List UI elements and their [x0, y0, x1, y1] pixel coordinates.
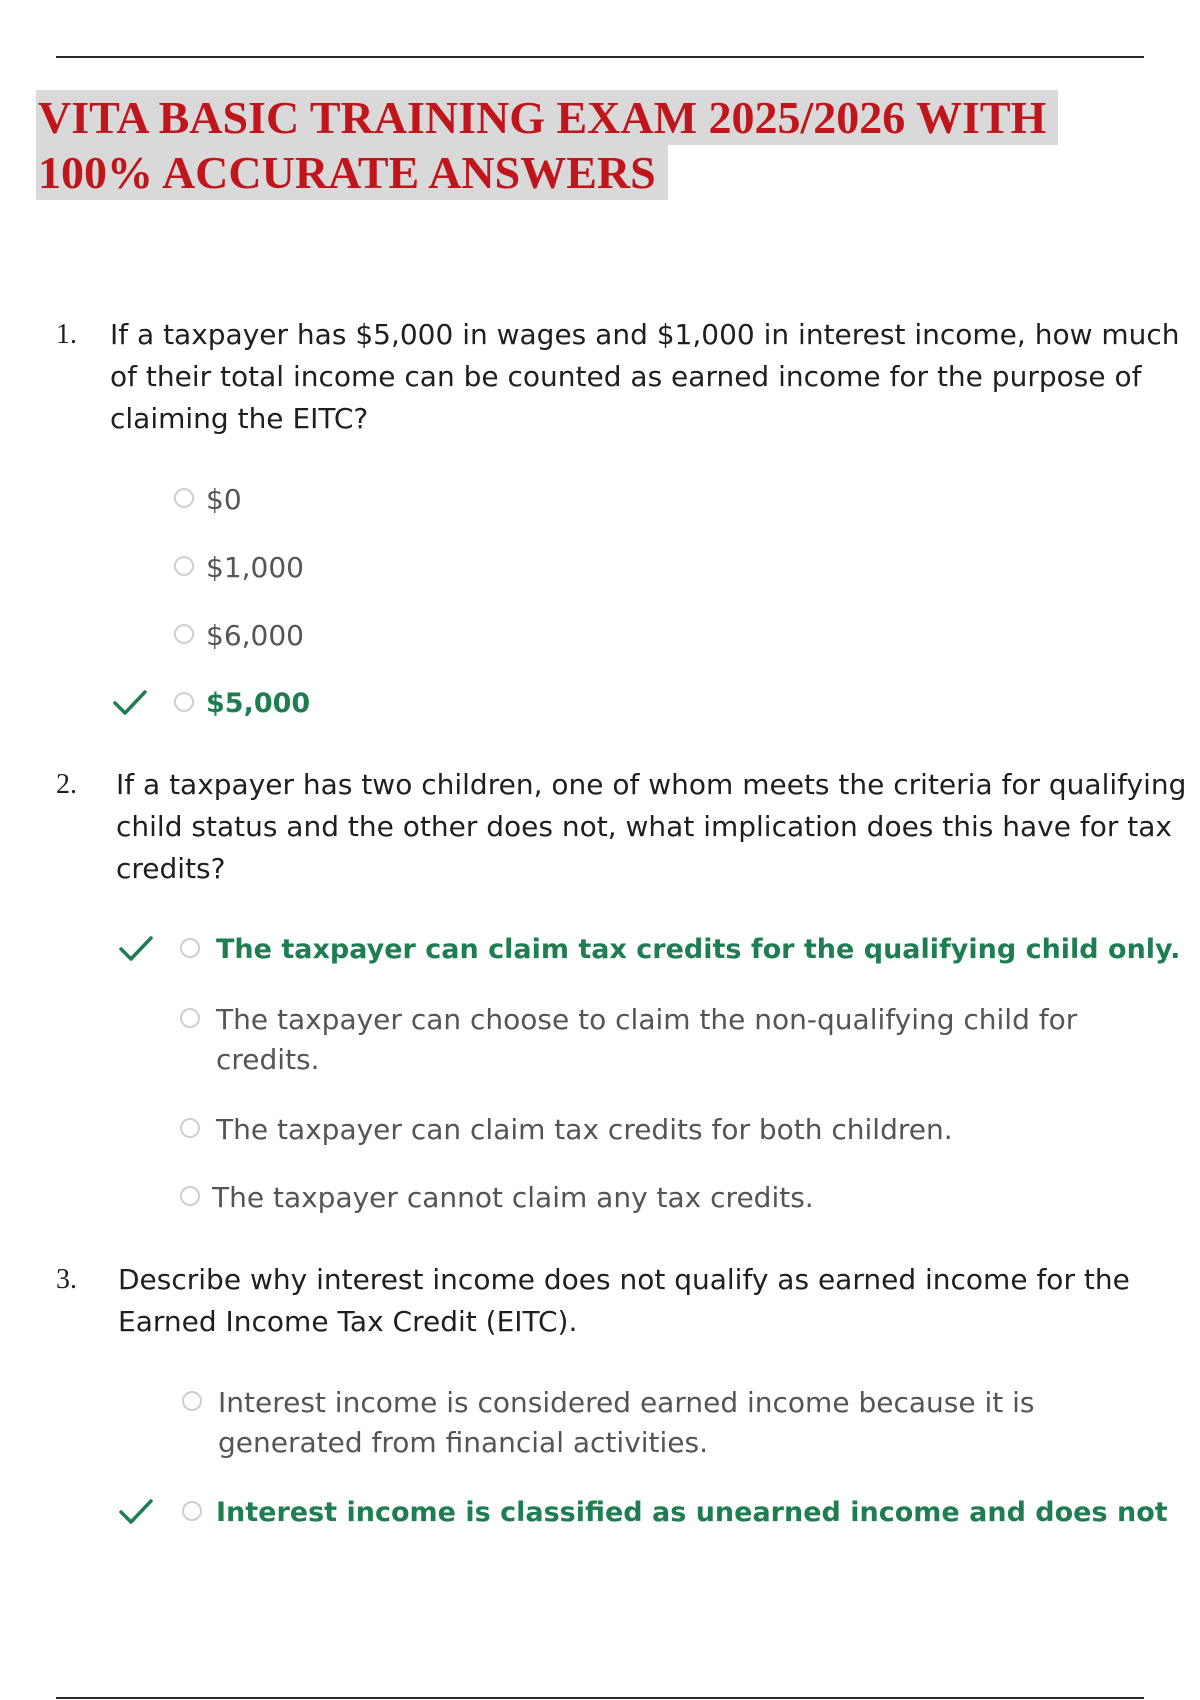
question-text [118, 1259, 1130, 1343]
question-text-line: If a taxpayer has two children, one of whom meets the criteria for qualifying [116, 768, 1187, 801]
radio-button[interactable] [180, 1186, 200, 1206]
checkmark-icon [112, 688, 148, 718]
question-text-line: If a taxpayer has $5,000 in wages and $1,000 in interest income, how much [110, 318, 1180, 351]
top-rule [56, 56, 1144, 58]
title-line-1: VITA BASIC TRAINING EXAM 2025/2026 WITH [36, 90, 1058, 145]
question-text-line: claiming the EITC? [110, 402, 369, 435]
question-number: 2. [56, 769, 77, 800]
question-text-line: child status and the other does not, what implication does this have for tax [116, 810, 1172, 843]
radio-button[interactable] [180, 1008, 200, 1028]
title-line-2: 100% ACCURATE ANSWERS [36, 145, 668, 200]
option-label: $6,000 [206, 619, 304, 652]
option-label: $0 [206, 483, 242, 516]
radio-button[interactable] [182, 1501, 202, 1521]
question-number: 3. [56, 1264, 77, 1295]
option-label: $1,000 [206, 551, 304, 584]
question-text-line: Earned Income Tax Credit (EITC). [118, 1305, 578, 1338]
radio-button[interactable] [174, 692, 194, 712]
option-label: $5,000 [206, 688, 311, 719]
checkmark-icon [118, 934, 154, 964]
document-title [36, 90, 1156, 200]
option-label: The taxpayer cannot claim any tax credits. [212, 1181, 814, 1214]
radio-button[interactable] [180, 938, 200, 958]
radio-button[interactable] [174, 624, 194, 644]
question-text [116, 764, 1186, 890]
question-text [110, 314, 1180, 440]
option-label: The taxpayer can claim tax credits for both children. [216, 1113, 953, 1146]
option-label: The taxpayer can choose to claim the non-qualifying child for [216, 1003, 1078, 1036]
radio-button[interactable] [174, 556, 194, 576]
option-label: Interest income is considered earned income because it is [218, 1386, 1035, 1419]
question-text-line: of their total income can be counted as earned income for the purpose of [110, 360, 1142, 393]
question-text-line: credits? [116, 852, 226, 885]
option-label: Interest income is classified as unearned income and does not [216, 1497, 1168, 1528]
option-label: credits. [216, 1043, 320, 1076]
question-text-line: Describe why interest income does not qualify as earned income for the [118, 1263, 1130, 1296]
bottom-rule [56, 1697, 1144, 1699]
question-number: 1. [56, 319, 77, 350]
option-label: generated from financial activities. [218, 1426, 709, 1459]
option-label: The taxpayer can claim tax credits for the qualifying child only. [216, 934, 1181, 965]
radio-button[interactable] [182, 1391, 202, 1411]
checkmark-icon [118, 1497, 154, 1527]
radio-button[interactable] [180, 1118, 200, 1138]
radio-button[interactable] [174, 488, 194, 508]
